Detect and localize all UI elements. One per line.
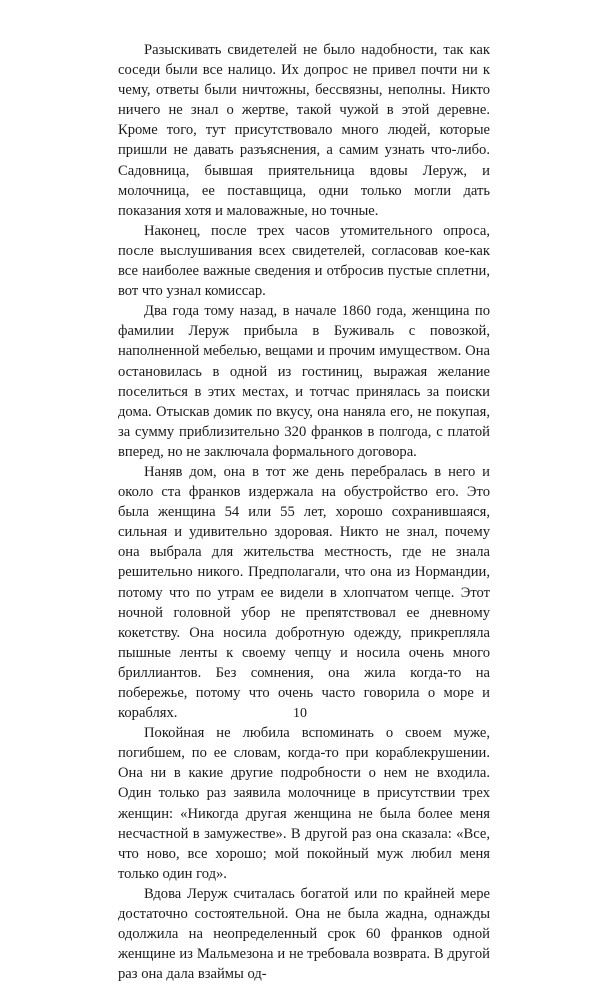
- paragraph-1: Разыскивать свидетелей не было надобности, так как соседи были все налицо. Их допрос не привел почти ни к чему, ответы были ничтожны, бессвязны, неполны. Никто ничего не знал о жертве, такой чужой в этой деревне. Кроме того, тут присутствовало много людей, которые пришли не давать разъяснения, а самим узнать что-либо. Садовница, бывшая приятельница вдовы Леруж, и молочница, ее поставщица, одни только могли дать показания хотя и маловажные, но точные.: [118, 42, 490, 219]
- page-number: 10: [293, 706, 307, 721]
- paragraph-5: Покойная не любила вспоминать о своем муже, погибшем, по ее словам, когда-то при кораблекрушении. Она ни в какие другие подробности о нем не входила. Один только раз заявила молочнице в присутствии трех женщин: «Никогда другая женщина не была более меня несчастной в замужестве». В другой раз она сказала: «Все, что ново, все хорошо; мой покойный муж любил меня только один год».: [118, 725, 490, 882]
- paragraph-2: Наконец, после трех часов утомительного опроса, после выслушивания всех свидетелей, согласовав кое-как все наиболее важные сведения и отбросив пустые сплетни, вот что узнал комиссар.: [118, 222, 490, 300]
- body-text: [118, 40, 490, 984]
- paragraph-6: Вдова Леруж считалась богатой или по крайней мере достаточно состоятельной. Она не была жадна, однажды одолжила на неопределенный срок 60 франков одной женщине из Мальмезона и не требовала возврата. В другой раз она дала взаймы од-: [118, 885, 490, 983]
- paragraph-4: Наняв дом, она в тот же день перебралась в него и около ста франков издержала на обустройство его. Это была женщина 54 или 55 лет, хорошо сохранившаяся, сильная и удивительно здоровая. Никто не знал, почему она выбрала для жительства местность, где не знала решительно никого. Предполагали, что она из Нормандии, потому что по утрам ее видели в хлопчатом чепце. Этот ночной головной убор не препятствовал ее дневному кокетству. Она носила добротную одежду, прикрепляла пышные ленты к своему чепцу и носила очень много бриллиантов. Без сомнения, она жила когда-то на побережье, потому что очень часто говорила о море и кораблях.: [118, 463, 490, 722]
- paragraph-3: Два года тому назад, в начале 1860 года, женщина по фамилии Леруж прибыла в Буживаль с повозкой, наполненной мебелью, вещами и прочим имуществом. Она остановилась в одной из гостиниц, выражая желание поселиться в этих местах, и тотчас принялась за поиски дома. Отыскав домик по вкусу, она наняла его, не покупая, за сумму приблизительно 320 франков в полгода, с платой вперед, но не заключала формального договора.: [118, 303, 490, 460]
